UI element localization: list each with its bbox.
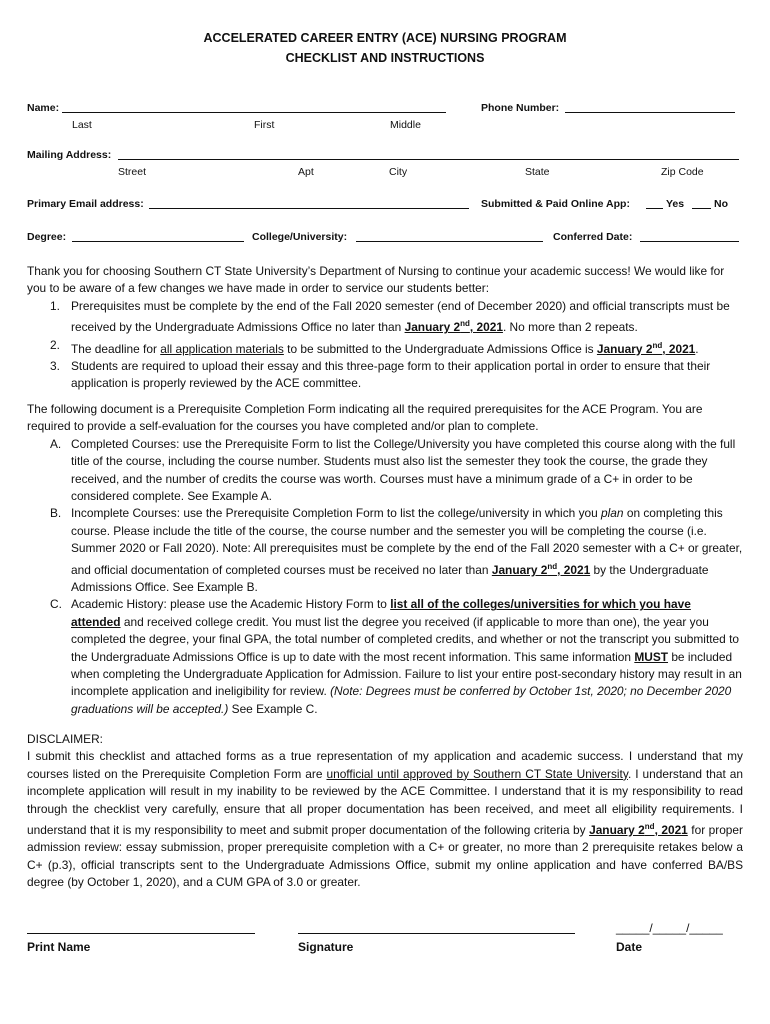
list-item xyxy=(27,337,743,358)
conferred-field[interactable] xyxy=(640,231,739,242)
item-text: Students are required to upload their essay and this three-page form to their application portal in order to ensure that their application is properly reviewed by the ACE committee. xyxy=(71,358,711,391)
instructions-paragraph: The following document is a Prerequisite Completion Form indicating all the required prerequisites for the ACE Program. You are required to provide a self-evaluation for the courses you have completed and/or plan to complete. xyxy=(27,402,703,434)
document-title: ACCELERATED CAREER ENTRY (ACE) NURSING PROGRAM xyxy=(203,31,567,45)
email-field[interactable] xyxy=(149,198,469,209)
item-text: Incomplete Courses: use the Prerequisite Completion Form to list the college/university in which you xyxy=(71,506,602,521)
list-marker: 1. xyxy=(50,298,60,313)
item-emphasis: plan xyxy=(601,506,624,521)
list-marker: B. xyxy=(50,506,62,521)
deadline-date: January 2nd, 2021 xyxy=(589,822,688,837)
intro-section xyxy=(27,263,743,393)
address-sub-apt: Apt xyxy=(298,166,314,178)
name-label: Name: xyxy=(27,102,60,114)
instructions-section xyxy=(27,401,743,718)
item-must-text: MUST xyxy=(634,649,669,664)
name-field[interactable] xyxy=(62,102,446,113)
disclaimer-section xyxy=(27,731,743,892)
address-sub-zip: Zip Code xyxy=(661,166,704,178)
disclaimer-underlined-text: unofficial until approved by Southern CT State University xyxy=(326,766,628,781)
list-item xyxy=(27,505,743,596)
item-text: . xyxy=(695,341,699,356)
disclaimer-heading: DISCLAIMER: xyxy=(27,732,103,746)
deadline-date: January 2nd, 2021 xyxy=(404,319,503,335)
instructions-list xyxy=(27,436,743,718)
address-label: Mailing Address: xyxy=(27,149,112,161)
signature-label: Signature xyxy=(298,940,354,954)
name-sub-middle: Middle xyxy=(390,119,421,131)
name-sub-last: Last xyxy=(72,119,92,131)
list-item xyxy=(27,436,743,506)
item-text: to be submitted to the Undergraduate Admissions Office is xyxy=(283,341,597,356)
item-text: . No more than 2 repeats. xyxy=(502,320,638,335)
disclaimer-paragraph xyxy=(27,748,743,891)
item-underlined-text: all application materials xyxy=(160,341,284,356)
phone-field[interactable] xyxy=(565,102,735,113)
document-subtitle: CHECKLIST AND INSTRUCTIONS xyxy=(285,51,485,65)
no-label: No xyxy=(714,198,728,210)
list-item xyxy=(27,596,743,718)
disclaimer-text: . I understand that an incomplete application will result in my inability to be reviewed by the ACE Committee. I understand that it is my responsibility to read through the checklist very carefully, ensure that all proper documentation has been received, and meet all eligibility requirements. I understand that it is my responsibility to meet and submit proper documentation of the following criteria by xyxy=(27,766,743,837)
item-text: on completing this course. Please include the title of the course, the course number and the semester you will be completing the course (i.e. Summer 2020 or Fall 2020). Note: All prerequisites must be complete by the end of the Fall 2020 semester with a C+ or greater, and official documentation of completed courses must be received no later than xyxy=(71,506,743,577)
item-text: be included when completing the Undergraduate Application for Admission. Failure to list your entire post-secondary history may result in an incomplete application and ineligibility for review. xyxy=(71,649,742,699)
item-underlined-text: list all of the colleges/universities for which you have attended xyxy=(71,597,691,629)
print-name-line[interactable] xyxy=(27,933,255,934)
address-field[interactable] xyxy=(118,149,739,160)
college-field[interactable] xyxy=(356,231,543,242)
intro-paragraph: Thank you for choosing Southern CT State University’s Department of Nursing to continue your academic success! We would like for you to be aware of a few changes we have made in order to service our students better: xyxy=(27,264,725,296)
address-sub-city: City xyxy=(389,166,408,178)
conferred-label: Conferred Date: xyxy=(553,231,633,243)
degree-label: Degree: xyxy=(27,231,67,243)
item-text: and received college credit. You must list the degree you received (if applicable to more than one), the year you completed the degree, your final GPA, the total number of completed credits, and whether or not the transcript you submitted to the Undergraduate Admissions Office is up to date with the most recent information. This same information xyxy=(71,614,740,664)
degree-field[interactable] xyxy=(72,231,244,242)
item-text: Completed Courses: use the Prerequisite Form to list the College/University you have completed this course along with the full title of the course, including the course number. Students must also list the semester they took the course, the grade they received, and the number of credits the course was worth. Courses must have a minimum grade of a C+ in order to be considered complete. See Example A. xyxy=(71,436,736,504)
list-item xyxy=(27,358,743,393)
name-sub-first: First xyxy=(254,119,275,131)
list-marker: C. xyxy=(50,597,62,612)
yes-label: Yes xyxy=(666,198,685,210)
item-text: by the Undergraduate Admissions Office. See Example B. xyxy=(71,562,709,595)
email-label: Primary Email address: xyxy=(27,198,144,210)
disclaimer-text: I submit this checklist and attached forms as a true representation of my application and academic success. I understand that my courses listed on the Prerequisite Completion Form are xyxy=(27,749,743,781)
deadline-date: January 2nd, 2021 xyxy=(596,340,696,356)
deadline-date: January 2nd, 2021 xyxy=(491,561,591,577)
list-marker: 2. xyxy=(50,337,60,352)
item-emphasis: (Note: Degrees must be conferred by October 1st, 2020; no December 2020 graduations will be accepted.) xyxy=(71,684,732,716)
list-marker: 3. xyxy=(50,358,60,373)
date-line[interactable]: _____/_____/_____ xyxy=(616,921,723,935)
list-item xyxy=(27,298,743,337)
item-text: See Example C. xyxy=(228,701,318,716)
item-text: The deadline for xyxy=(71,341,161,356)
college-label: College/University: xyxy=(252,231,348,243)
signature-line[interactable] xyxy=(298,933,575,934)
address-sub-street: Street xyxy=(118,166,147,178)
disclaimer-text: for proper admission review: essay submission, proper prerequisite completion with a C+ or greater, no more than 2 prerequisite retakes below a C+ (p.3), official transcripts sent to the Undergraduate Admissions Office, submit my online application and have conferred BA/BS degree (by October 1, 2020), and a CUM GPA of 3.0 or greater. xyxy=(27,823,743,890)
date-label: Date xyxy=(616,940,643,954)
yes-checkbox-line[interactable] xyxy=(646,198,663,209)
list-marker: A. xyxy=(50,436,62,451)
print-name-label: Print Name xyxy=(27,940,91,954)
submitted-label: Submitted & Paid Online App: xyxy=(481,198,630,210)
no-checkbox-line[interactable] xyxy=(692,198,711,209)
item-text: Academic History: please use the Academic History Form to xyxy=(71,597,391,612)
intro-list xyxy=(27,298,743,393)
item-text: Prerequisites must be complete by the end of the Fall 2020 semester (end of December 2020) and official transcripts must be received by the Undergraduate Admissions Office no later than xyxy=(71,298,730,335)
phone-label: Phone Number: xyxy=(481,102,560,114)
address-sub-state: State xyxy=(525,166,550,178)
